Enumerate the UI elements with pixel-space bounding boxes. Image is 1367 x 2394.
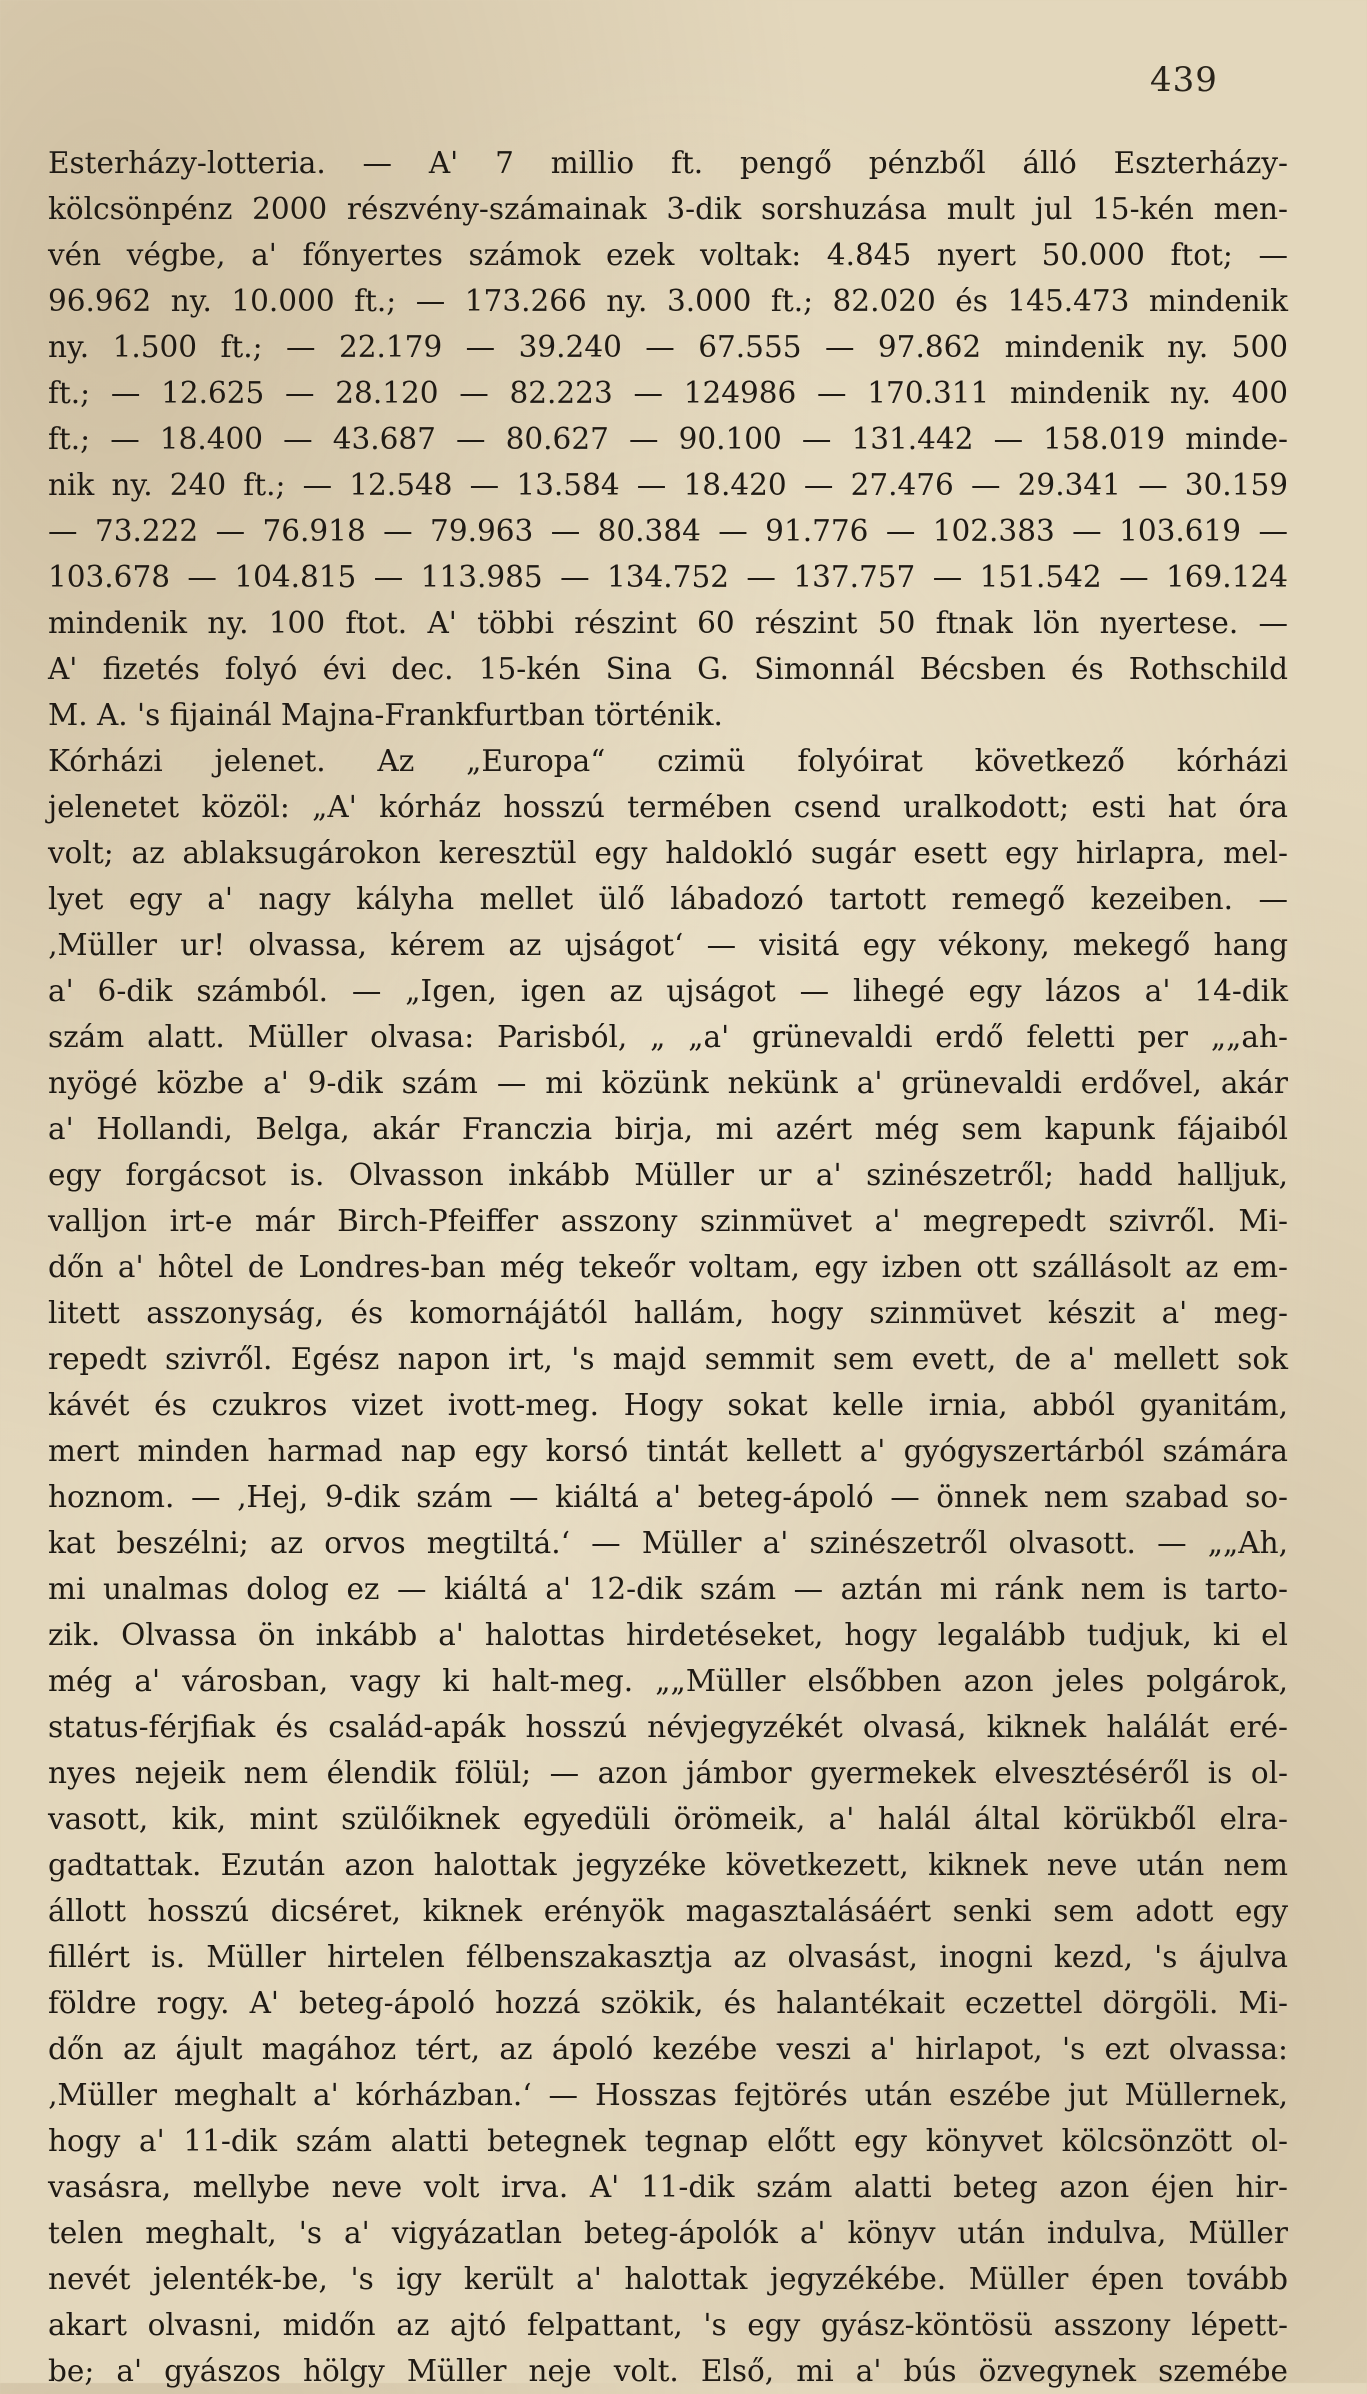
text-line: M. A. 's fijainál Majna-Frankfurtban történik. — [48, 698, 723, 732]
text-line: Esterházy-lotteria. — A' 7 millio ft. pengő pénzből álló Eszterházy- — [48, 146, 1288, 180]
text-line: hoznom. — ‚Hej, 9-dik szám — kiáltá a' beteg-ápoló — önnek nem szabad so- — [48, 1480, 1288, 1514]
text-line: volt; az ablaksugárokon keresztül egy haldokló sugár esett egy hirlapra, mel- — [48, 836, 1288, 870]
text-line: mert minden harmad nap egy korsó tintát kellett a' gyógyszertárból számára — [48, 1434, 1288, 1468]
text-line: kávét és czukros vizet ivott-meg. Hogy sokat kelle irnia, abból gyanitám, — [48, 1388, 1288, 1422]
text-line: a' 6-dik számból. — „Igen, igen az ujságot — lihegé egy lázos a' 14-dik — [48, 974, 1288, 1008]
text-line: hogy a' 11-dik szám alatti betegnek tegnap előtt egy könyvet kölcsönzött ol- — [48, 2124, 1288, 2158]
text-line: 103.678 — 104.815 — 113.985 — 134.752 — 137.757 — 151.542 — 169.124 — [48, 560, 1288, 594]
text-line: még a' városban, vagy ki halt-meg. „„Müller elsőbben azon jeles polgárok, — [48, 1664, 1288, 1698]
text-line: kölcsönpénz 2000 részvény-számainak 3-dik sorshuzása mult jul 15-kén men- — [48, 192, 1288, 226]
text-line: ny. 1.500 ft.; — 22.179 — 39.240 — 67.555 — 97.862 mindenik ny. 500 — [48, 330, 1288, 364]
text-line: — 73.222 — 76.918 — 79.963 — 80.384 — 91.776 — 102.383 — 103.619 — — [48, 514, 1288, 548]
text-line: fillért is. Müller hirtelen félbenszakasztja az olvasást, inogni kezd, 's ájulva — [48, 1940, 1288, 1974]
text-line: valljon irt-e már Birch-Pfeiffer asszony szinmüvet a' megrepedt szivről. Mi- — [48, 1204, 1288, 1238]
text-line: zik. Olvassa ön inkább a' halottas hirdetéseket, hogy legalább tudjuk, ki el — [48, 1618, 1288, 1652]
text-line: A' fizetés folyó évi dec. 15-kén Sina G. Simonnál Bécsben és Rothschild — [48, 652, 1288, 686]
text-line: dőn a' hôtel de Londres-ban még tekeőr voltam, egy izben ott szállásolt az em- — [48, 1250, 1288, 1284]
text-line: nyögé közbe a' 9-dik szám — mi közünk nekünk a' grünevaldi erdővel, akár — [48, 1066, 1288, 1100]
text-line: lyet egy a' nagy kályha mellet ülő lábadozó tartott remegő kezeiben. — — [48, 882, 1288, 916]
text-line: vén végbe, a' főnyertes számok ezek voltak: 4.845 nyert 50.000 ftot; — — [48, 238, 1288, 272]
text-line: nevét jelenték-be, 's igy került a' halottak jegyzékébe. Müller épen tovább — [48, 2262, 1288, 2296]
body-text — [48, 140, 1288, 2394]
text-line: be; a' gyászos hölgy Müller neje volt. Első, mi a' bús özvegynek szemébe — [48, 2354, 1288, 2388]
text-line: ft.; — 18.400 — 43.687 — 80.627 — 90.100 — 131.442 — 158.019 minde- — [48, 422, 1288, 456]
text-line: állott hosszú dicséret, kiknek erényök magasztalásáért senki sem adott egy — [48, 1894, 1288, 1928]
text-line: 96.962 ny. 10.000 ft.; — 173.266 ny. 3.000 ft.; 82.020 és 145.473 mindenik — [48, 284, 1288, 318]
text-line: ‚Müller meghalt a' kórházban.‘ — Hosszas fejtörés után eszébe jut Müllernek, — [48, 2078, 1288, 2112]
text-line: Kórházi jelenet. Az „Europa“ czimü folyóirat következő kórházi — [48, 744, 1288, 778]
text-line: földre rogy. A' beteg-ápoló hozzá szökik, és halantékait eczettel dörgöli. Mi- — [48, 1986, 1288, 2020]
text-line: akart olvasni, midőn az ajtó felpattant, 's egy gyász-köntösü asszony lépett- — [48, 2308, 1288, 2342]
text-line: mindenik ny. 100 ftot. A' többi részint 60 részint 50 ftnak lön nyertese. — — [48, 606, 1288, 640]
text-line: dőn az ájult magához tért, az ápoló kezébe veszi a' hirlapot, 's ezt olvassa: — [48, 2032, 1288, 2066]
text-line: mi unalmas dolog ez — kiáltá a' 12-dik szám — aztán mi ránk nem is tarto- — [48, 1572, 1288, 1606]
text-line: nyes nejeik nem élendik fölül; — azon jámbor gyermekek elvesztéséről is ol- — [48, 1756, 1288, 1790]
text-line: litett asszonyság, és komornájától hallám, hogy szinmüvet készit a' meg- — [48, 1296, 1288, 1330]
text-line: telen meghalt, 's a' vigyázatlan beteg-ápolók a' könyv után indulva, Müller — [48, 2216, 1288, 2250]
text-line: vasásra, mellybe neve volt irva. A' 11-dik szám alatti beteg azon éjen hir- — [48, 2170, 1288, 2204]
text-line: a' Hollandi, Belga, akár Franczia birja, mi azért még sem kapunk fájaiból — [48, 1112, 1288, 1146]
text-line: szám alatt. Müller olvasa: Parisból, „ „a' grünevaldi erdő feletti per „„ah- — [48, 1020, 1288, 1054]
text-line: ‚Müller ur! olvassa, kérem az ujságot‘ — visitá egy vékony, mekegő hang — [48, 928, 1288, 962]
text-line: vasott, kik, mint szülőiknek egyedüli örömeik, a' halál által körükből elra- — [48, 1802, 1288, 1836]
text-line: repedt szivről. Egész napon irt, 's majd semmit sem evett, de a' mellett sok — [48, 1342, 1288, 1376]
text-line: nik ny. 240 ft.; — 12.548 — 13.584 — 18.420 — 27.476 — 29.341 — 30.159 — [48, 468, 1288, 502]
page-number: 439 — [1150, 60, 1218, 100]
text-line: ft.; — 12.625 — 28.120 — 82.223 — 124986 — 170.311 mindenik ny. 400 — [48, 376, 1288, 410]
text-line: kat beszélni; az orvos megtiltá.‘ — Müller a' szinészetről olvasott. — „„Ah, — [48, 1526, 1288, 1560]
text-line: status-férjfiak és család-apák hosszú névjegyzékét olvasá, kiknek halálát eré- — [48, 1710, 1288, 1744]
text-line: gadtattak. Ezután azon halottak jegyzéke következett, kiknek neve után nem — [48, 1848, 1288, 1882]
text-line: egy forgácsot is. Olvasson inkább Müller ur a' szinészetről; hadd halljuk, — [48, 1158, 1288, 1192]
text-line: jelenetet közöl: „A' kórház hosszú termében csend uralkodott; esti hat óra — [48, 790, 1288, 824]
